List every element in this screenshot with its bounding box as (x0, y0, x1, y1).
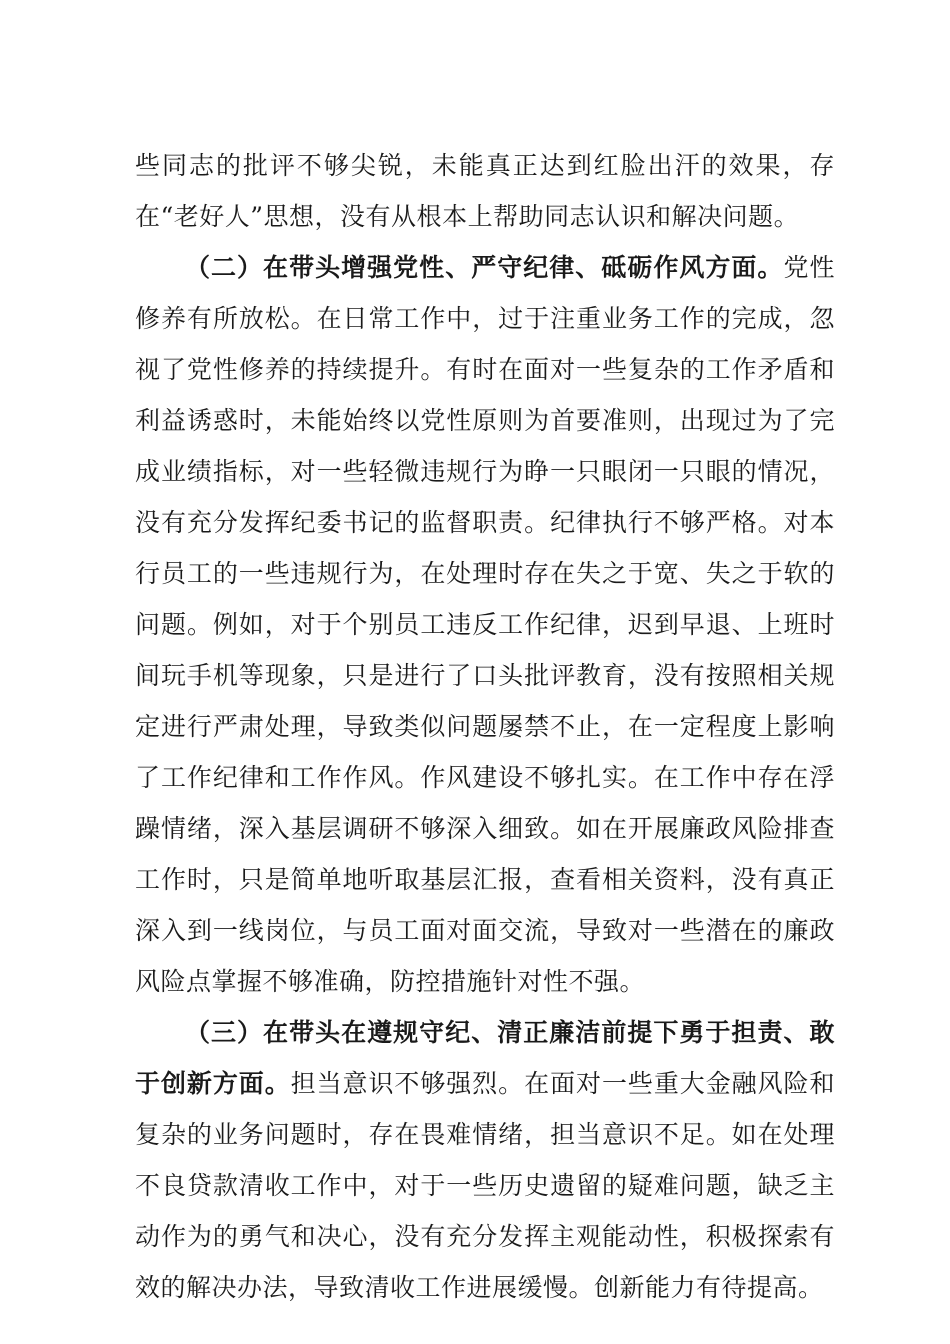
document-body (135, 140, 835, 1313)
section-heading: （二）在带头增强党性、严守纪律、砥砺作风方面。 (185, 253, 784, 282)
paragraph-body: 党性修养有所放松。在日常工作中，过于注重业务工作的完成，忽视了党性修养的持续提升。有时在面对一些复杂的工作矛盾和利益诱惑时，未能始终以党性原则为首要准则，出现过为了完成业绩指标，对一些轻微违规行为睁一只眼闭一只眼的情况，没有充分发挥纪委书记的监督职责。纪律执行不够严格。对本行员工的一些违规行为，在处理时存在失之于宽、失之于软的问题。例如，对于个别员工违反工作纪律，迟到早退、上班时间玩手机等现象，只是进行了口头批评教育，没有按照相关规定进行严肃处理，导致类似问题屡禁不止，在一定程度上影响了工作纪律和工作作风。作风建设不够扎实。在工作中存在浮躁情绪，深入基层调研不够深入细致。如在开展廉政风险排查工作时，只是简单地听取基层汇报，查看相关资料，没有真正深入到一线岗位，与员工面对面交流，导致对一些潜在的廉政风险点掌握不够准确，防控措施针对性不强。 (135, 253, 835, 996)
section-heading: （三）在带头在遵规守纪、清正廉洁前提下勇于担责、敢于创新方面。 (135, 1018, 835, 1098)
paragraph-body: 些同志的批评不够尖锐，未能真正达到红脸出汗的效果，存在“老好人”思想，没有从根本上帮助同志认识和解决问题。 (135, 151, 835, 231)
paragraph-continuation (135, 140, 835, 242)
paragraph-section-2 (135, 242, 835, 1007)
paragraph-body: 担当意识不够强烈。在面对一些重大金融风险和复杂的业务问题时，存在畏难情绪，担当意识不足。如在处理不良贷款清收工作中，对于一些历史遗留的疑难问题，缺乏主动作为的勇气和决心，没有充分发挥主观能动性，积极探索有效的解决办法，导致清收工作进展缓慢。创新能力有待提高。 (135, 1069, 835, 1302)
paragraph-section-3 (135, 1007, 835, 1313)
